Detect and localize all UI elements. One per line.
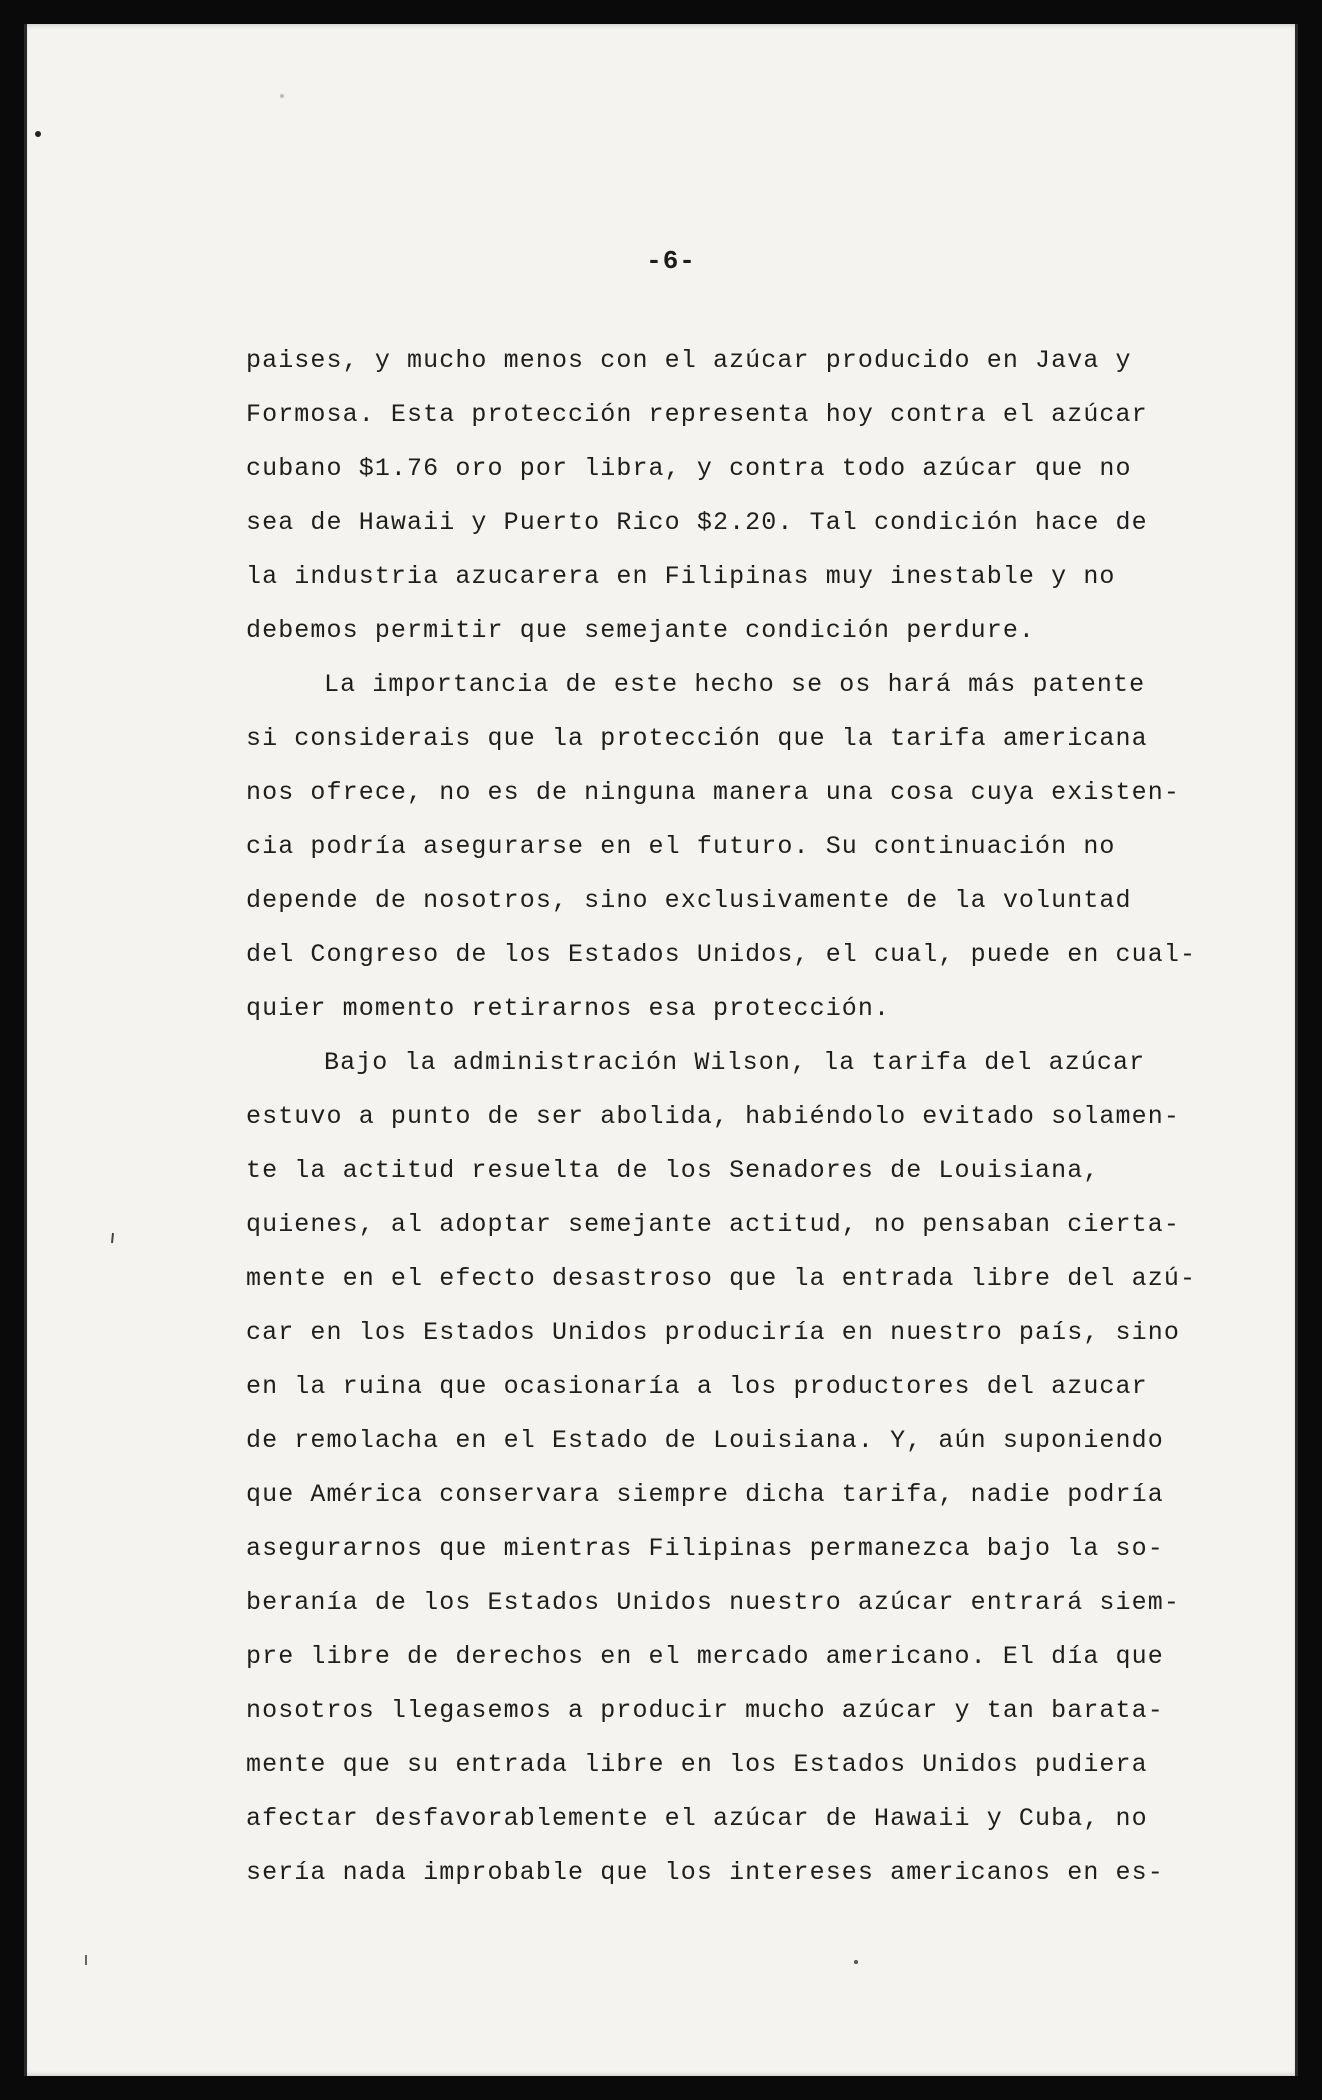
text-line: Bajo la administración Wilson, la tarifa del azúcar <box>324 1048 1146 1077</box>
text-line: cia podría asegurarse en el futuro. Su continuación no <box>246 832 1116 861</box>
document-page <box>24 24 1298 2076</box>
text-line: de remolacha en el Estado de Louisiana. Y, aún suponiendo <box>246 1426 1164 1455</box>
text-line: La importancia de este hecho se os hará más patente <box>324 670 1146 699</box>
text-line: Formosa. Esta protección representa hoy contra el azúcar <box>246 400 1148 429</box>
text-line: la industria azucarera en Filipinas muy inestable y no <box>246 562 1116 591</box>
text-line: cubano $1.76 oro por libra, y contra todo azúcar que no <box>246 454 1132 483</box>
text-line: quier momento retirarnos esa protección. <box>246 994 891 1023</box>
text-line: que América conservara siempre dicha tarifa, nadie podría <box>246 1480 1164 1509</box>
text-line: afectar desfavorablemente el azúcar de Hawaii y Cuba, no <box>246 1804 1148 1833</box>
text-line: asegurarnos que mientras Filipinas permanezca bajo la so- <box>246 1534 1164 1563</box>
text-line: mente en el efecto desastroso que la entrada libre del azú- <box>246 1264 1197 1293</box>
text-line: estuvo a punto de ser abolida, habiéndolo evitado solamen- <box>246 1102 1180 1131</box>
text-line: pre libre de derechos en el mercado americano. El día que <box>246 1642 1164 1671</box>
text-line: nos ofrece, no es de ninguna manera una cosa cuya existen- <box>246 778 1180 807</box>
text-line: debemos permitir que semejante condición perdure. <box>246 616 1036 645</box>
text-line: nosotros llegasemos a producir mucho azúcar y tan barata- <box>246 1696 1164 1725</box>
text-line: sea de Hawaii y Puerto Rico $2.20. Tal condición hace de <box>246 508 1148 537</box>
text-line: mente que su entrada libre en los Estados Unidos pudiera <box>246 1750 1148 1779</box>
text-line: te la actitud resuelta de los Senadores de Louisiana, <box>246 1156 1100 1185</box>
text-line: depende de nosotros, sino exclusivamente de la voluntad <box>246 886 1132 915</box>
page-number: -6- <box>646 246 696 276</box>
page-right-edge <box>1295 24 1298 2076</box>
text-line: car en los Estados Unidos produciría en nuestro país, sino <box>246 1318 1180 1347</box>
page-left-edge <box>24 24 27 2076</box>
text-line: paises, y mucho menos con el azúcar producido en Java y <box>246 346 1132 375</box>
text-line: beranía de los Estados Unidos nuestro azúcar entrará siem- <box>246 1588 1180 1617</box>
text-line: en la ruina que ocasionaría a los productores del azucar <box>246 1372 1148 1401</box>
text-line: quienes, al adoptar semejante actitud, no pensaban cierta- <box>246 1210 1180 1239</box>
text-line: si considerais que la protección que la tarifa americana <box>246 724 1148 753</box>
text-line: sería nada improbable que los intereses americanos en es- <box>246 1858 1164 1887</box>
document-body <box>246 334 1206 1900</box>
text-line: del Congreso de los Estados Unidos, el cual, puede en cual- <box>246 940 1197 969</box>
